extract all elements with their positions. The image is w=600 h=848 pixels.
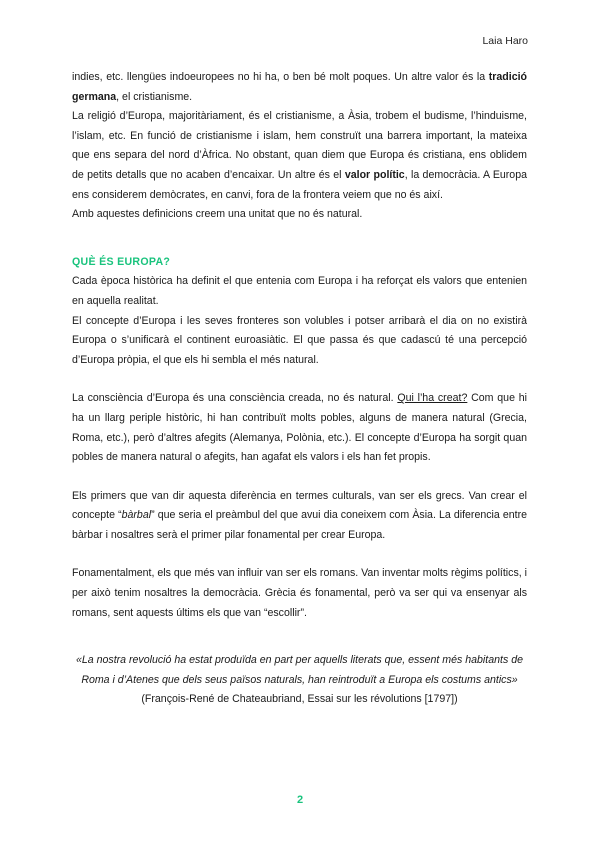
underlined-question: Qui l’ha creat? — [397, 392, 468, 405]
text-run: La consciència d’Europa és una consciència creada, no és natural. — [72, 392, 398, 405]
paragraph — [72, 389, 527, 467]
document-body — [72, 68, 527, 710]
text-run: La religió d’Europa, majoritàriament, és el cristianisme, a Àsia, trobem el budisme, l’hinduisme, l’islam, etc. En funció de cristianisme i islam, hem construït una barrera important, la mateixa que ens separa del nord d’Àfrica. No obstant, quan diem que Europa és cristiana, ens oblidem de petits detalls que no acaben d’encaixar. Un altre és el — [72, 110, 527, 181]
paragraph: Fonamentalment, els que més van influir van ser els romans. Van inventar molts règims polítics, i per això tenim nosaltres la democràcia. Grècia és fonamental, però va ser qui va ensenyar als romans, sent aquests últims els que van “escollir”. — [72, 567, 527, 619]
bold-term: tradició germana — [72, 71, 527, 103]
text-run: Com que hi ha un llarg periple històric, hi han contribuït molts pobles, alguns de manera natural (Grecia, Roma, etc.), però d’altres afegits (Alemanya, Polònia, etc.). El concepte d’Europa ha sorgit quan pobles de manera natural o afegits, han agafat els valors i els han fet propis. — [72, 392, 528, 464]
text-run: Els primers que van dir aquesta diferència en termes culturals, van ser els grecs. Van crear el concepte “ — [72, 489, 527, 522]
italic-term: bàrbal — [121, 509, 152, 522]
header-author: Laia Haro — [482, 35, 528, 47]
quote-text: «La nostra revolució ha estat produïda en part per aquells literats que, essent més habitants de Roma i d’Atenes que dels seus països naturals, han reintroduït a Europa els costums antics» — [76, 654, 523, 686]
page-number: 2 — [296, 794, 304, 806]
paragraph — [72, 487, 527, 546]
bold-term: valor polític — [344, 168, 405, 181]
text-run: ” que seria el preàmbul del que avui dia coneixem com Àsia. La diferencia entre bàrbar i nosaltres serà el primer pilar fonamental per crear Europa. — [72, 509, 528, 541]
paragraph: Cada època històrica ha definit el que entenia com Europa i ha reforçat els valors que entenien en aquella realitat. — [72, 275, 527, 307]
paragraph — [72, 68, 527, 107]
section-heading: QUÈ ÉS EUROPA? — [72, 255, 171, 268]
paragraph — [72, 107, 527, 205]
quote-source: (François-René de Chateaubriand, Essai sur les révolutions [1797]) — [141, 693, 458, 706]
block-quote — [72, 651, 527, 710]
text-run: indies, etc. llengües indoeuropees no hi ha, o ben bé molt poques. Un altre valor és la — [72, 71, 489, 83]
text-run: , el cristianisme. — [116, 90, 193, 103]
paragraph: Amb aquestes definicions creem una unitat que no és natural. — [72, 208, 363, 221]
paragraph: El concepte d’Europa i les seves fronteres son volubles i potser arribarà el dia on no existirà Europa o s’unificarà el continent euroasiàtic. El que passa és que cadascú té una percepció d’Europa pròpia, el que els hi sembla el més natural. — [72, 314, 527, 366]
text-run: , la democràcia. A Europa ens considerem demòcrates, en canvi, fora de la frontera veiem que no és així. — [72, 168, 527, 201]
